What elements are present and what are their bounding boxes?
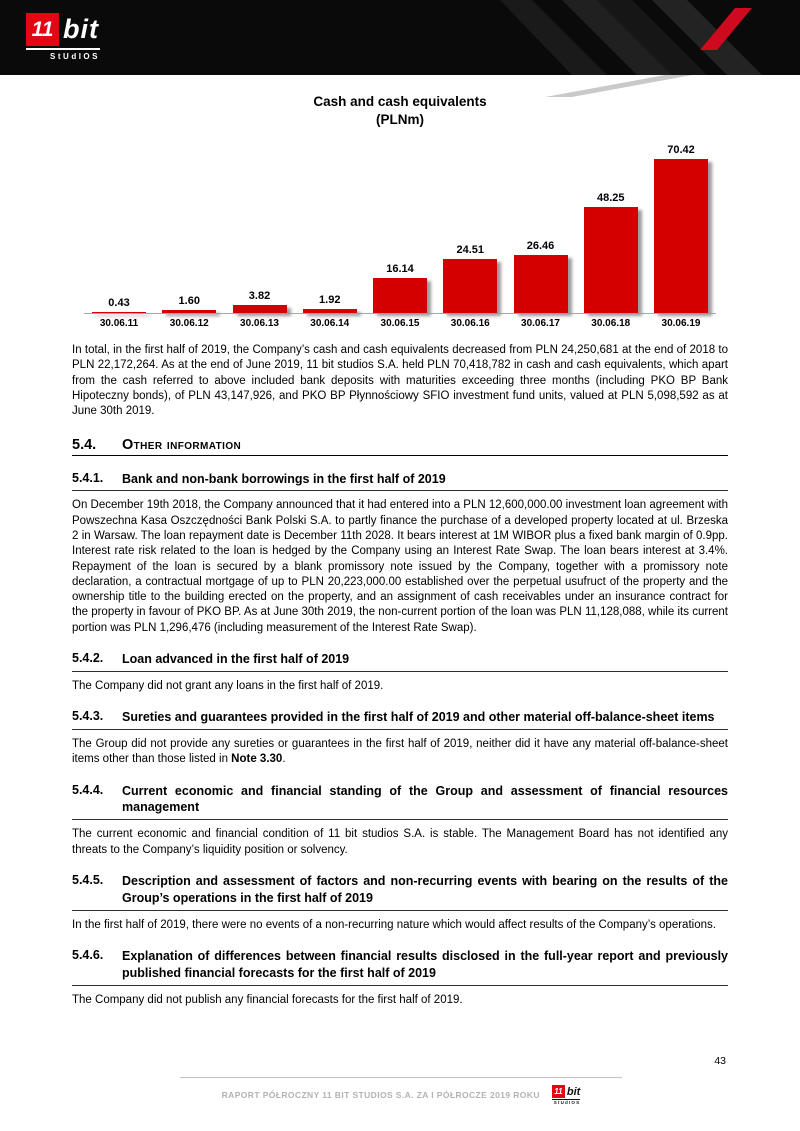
chart-bar — [443, 259, 497, 313]
subsection-heading — [72, 783, 728, 821]
chart-bar — [654, 159, 708, 313]
category-label: 30.06.16 — [450, 318, 490, 330]
subsection-number: 5.4.4. — [72, 782, 104, 797]
subsection-number: 5.4.1. — [72, 470, 104, 485]
subsection-number: 5.4.3. — [72, 709, 104, 724]
subsection-title: Explanation of differences between financial results disclosed in the full-year report and previously published financial forecasts for the first half of 2019 — [122, 948, 728, 980]
subsection-5-4-5 — [72, 873, 728, 933]
category-label: 30.06.15 — [380, 318, 420, 330]
chart-bar — [92, 312, 146, 314]
page-header — [0, 0, 800, 75]
category-label: 30.06.17 — [521, 318, 560, 330]
section-number: 5.4. — [72, 436, 97, 453]
footer-report-title: RAPORT PÓŁROCZNY 11 BIT STUDIOS S.A. ZA I PÓŁROCZE 2019 ROKU — [221, 1090, 540, 1100]
chart-column — [510, 240, 572, 313]
subsection-body: In the first half of 2019, there were no events of a non-recurring nature which would affect results of the Company’s operations. — [72, 918, 716, 931]
footer-logo — [552, 1085, 580, 1105]
subsection-number: 5.4.2. — [72, 650, 104, 665]
subsection-heading — [72, 709, 728, 730]
footer-logo-11-icon: 11 — [552, 1085, 565, 1098]
footer-band — [180, 1077, 622, 1105]
footer-logo-bit-text: bit — [566, 1085, 581, 1098]
section-5-4-heading — [72, 437, 728, 456]
bar-value-label: 24.51 — [456, 244, 485, 257]
subsection-body: The current economic and financial condition of 11 bit studios S.A. is stable. The Management Board has not identified any threats to the Company’s liquidity position or solvency. — [72, 828, 728, 856]
chart-bar — [584, 207, 638, 313]
subsection-title: Current economic and financial standing of the Group and assessment of financial resources management — [122, 783, 728, 815]
subsection-5-4-6 — [72, 948, 728, 1008]
bar-value-label: 1.60 — [178, 294, 200, 307]
bar-value-label: 1.92 — [319, 293, 341, 306]
chart-title-line1: Cash and cash equivalents — [313, 94, 487, 109]
body-text: The Group did not provide any sureties or guarantees in the first half of 2019, neither did it have any material off-balance-sheet items other than those listed in — [72, 737, 728, 766]
subsection-heading — [72, 873, 728, 911]
chart-bar — [373, 278, 427, 313]
chart-column — [299, 294, 361, 313]
subsection-title: Sureties and guarantees provided in the first half of 2019 and other material off-balance-sheet items — [122, 710, 715, 725]
chart-title-line2: (PLNm) — [376, 111, 424, 127]
logo-studios-text: StUdIOS — [26, 48, 100, 61]
cash-and-cash-equivalents-chart — [84, 93, 716, 329]
chart-plot-area — [84, 134, 716, 314]
section-title: Other information — [122, 436, 242, 453]
subsection-heading — [72, 651, 728, 672]
chart-bar — [162, 310, 216, 314]
bar-value-label: 3.82 — [248, 289, 271, 302]
footer-logo-studios-text: StUdIOS — [553, 1100, 581, 1105]
category-label: 30.06.14 — [310, 318, 350, 330]
bar-value-label: 16.14 — [386, 262, 414, 275]
category-label: 30.06.18 — [591, 318, 631, 330]
subsection-body: The Company did not grant any loans in the first half of 2019. — [72, 679, 384, 692]
logo-11-icon: 11 — [26, 13, 59, 46]
chart-column — [439, 244, 501, 313]
chart-bar — [514, 255, 568, 313]
intro-paragraph: In total, in the first half of 2019, the Company’s cash and cash equivalents decreased from PLN 24,250,681 at the end of 2018 to PLN 22,172,264. As at the end of June 2019, 11 bit studios S.A. held PLN 70,418,782 in cash and cash equivalents, which apart from the cash referred to above included bank deposits with maturities exceeding three months (including PKO BP Bank Hipoteczny bonds), of PLN 43,147,926, and PKO BP Płynnościowy SFIO investment fund units, valued at PLN 5,098,592 as at June 30th 2019. — [72, 344, 728, 418]
category-label: 30.06.11 — [99, 318, 139, 330]
subsection-heading — [72, 471, 728, 492]
chart-column — [158, 295, 220, 314]
body-text: . — [282, 753, 286, 766]
subsection-number: 5.4.6. — [72, 947, 104, 962]
chart-column — [369, 263, 431, 313]
subsection-heading — [72, 948, 728, 986]
subsection-title: Loan advanced in the first half of 2019 — [122, 651, 350, 666]
chevron-pattern-decoration — [500, 0, 800, 100]
chart-column — [229, 290, 291, 313]
logo-row — [26, 13, 100, 46]
chart-column — [650, 144, 712, 313]
page-content — [0, 93, 800, 1008]
subsection-5-4-2 — [72, 651, 728, 694]
category-label: 30.06.13 — [240, 318, 279, 330]
chart-column — [88, 297, 150, 314]
subsection-body — [72, 737, 728, 768]
page-number: 43 — [714, 1055, 726, 1067]
bar-value-label: 0.43 — [108, 296, 130, 309]
chart-bar — [233, 305, 287, 313]
subsection-number: 5.4.5. — [72, 872, 104, 887]
company-logo — [26, 13, 100, 61]
subsection-body: On December 19th 2018, the Company announced that it had entered into a PLN 12,600,000.00 investment loan agreement with Powszechna Kasa Oszczędności Bank Polski S.A. to partly finance the purchase of a developed property located at ul. Brzeska 2 in Warsaw. The loan repayment date is December 11th 2028. It bears interest at 1M WIBOR plus a fixed bank margin of 0.9pp. Interest rate risk related to the loan is hedged by the Company using an Interest Rate Swap. The loan bears interest at 3.4%. Repayment of the loan is secured by a blank promissory note issued by the Company, together with a promissory note declaration, a contractual mortgage of up to PLN 20,223,000.00 established over the perpetual usufruct of the property and the ownership title to the building erected on the property, and an assignment of cash receivables under an insurance contract for the property in favour of PKO BP. As at June 30th 2019, the non-current portion of the loan was PLN 11,128,088, while its current portion was PLN 1,296,476 (including measurement of the Interest Rate Swap). — [72, 499, 728, 634]
bar-value-label: 26.46 — [526, 240, 555, 253]
body-bold-note-ref: Note 3.30 — [231, 753, 283, 766]
subsection-5-4-3 — [72, 709, 728, 767]
bar-value-label: 70.42 — [667, 143, 695, 156]
chart-x-axis — [84, 318, 716, 329]
footer-logo-row — [552, 1085, 580, 1098]
subsection-5-4-4 — [72, 783, 728, 858]
page-footer — [72, 1055, 728, 1105]
logo-bit-text: bit — [63, 14, 99, 44]
chart-bar — [303, 309, 357, 313]
bar-value-label: 48.25 — [596, 192, 625, 205]
category-label: 30.06.12 — [169, 318, 209, 330]
subsection-5-4-1 — [72, 471, 728, 636]
subsection-title: Bank and non-bank borrowings in the first half of 2019 — [122, 471, 446, 486]
subsection-title: Description and assessment of factors and non-recurring events with bearing on the results of the Group’s operations in the first half of 2019 — [122, 873, 728, 905]
chart-column — [580, 192, 642, 313]
category-label: 30.06.19 — [661, 318, 701, 330]
subsection-body: The Company did not publish any financial forecasts for the first half of 2019. — [72, 993, 463, 1006]
